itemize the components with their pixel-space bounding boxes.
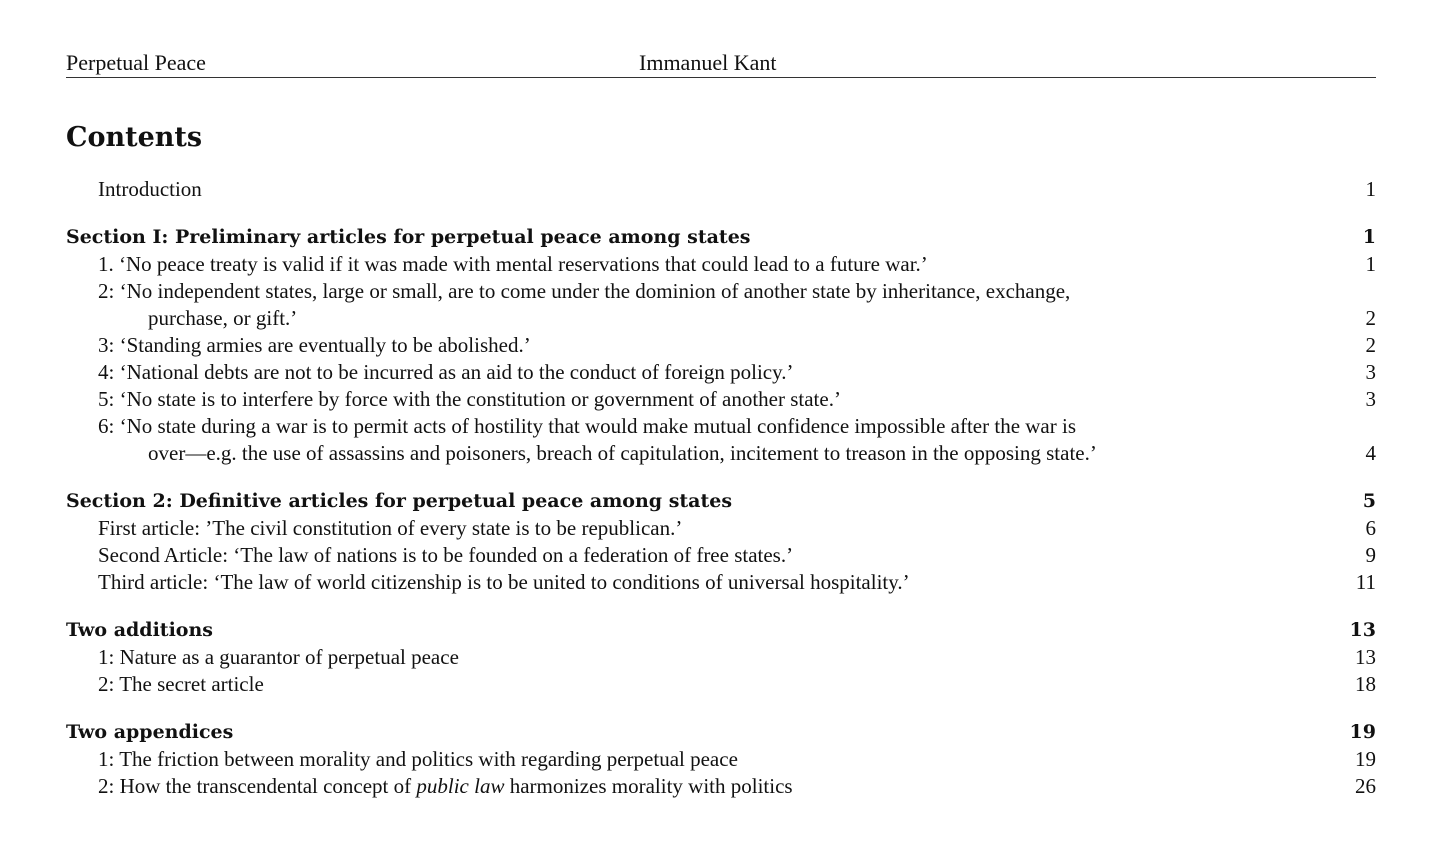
toc-entry[interactable]: [66, 644, 1376, 671]
toc-page-number: 1: [1332, 176, 1376, 203]
entry-suffix: harmonizes morality with politics: [504, 774, 793, 798]
toc-entry[interactable]: [66, 386, 1376, 413]
toc-entry[interactable]: [66, 278, 1376, 305]
toc-section-heading[interactable]: [66, 617, 1376, 644]
toc-entry[interactable]: [66, 542, 1376, 569]
toc-entry[interactable]: [66, 746, 1376, 773]
page: [66, 0, 1376, 798]
toc-entry-label: First article: ’The civil constitution of every state is to be republican.’: [98, 515, 688, 542]
toc-entry[interactable]: [66, 773, 1376, 800]
section-title: Two appendices: [66, 721, 234, 743]
toc-entry-label: 1. ‘No peace treaty is valid if it was made with mental reservations that could lead to a future war.’: [98, 251, 934, 278]
toc-page-number: 1: [1332, 251, 1376, 278]
toc-page-number: 13: [1332, 644, 1376, 671]
toc-entry[interactable]: [66, 251, 1376, 278]
toc-page-number: 19: [1332, 746, 1376, 773]
section-page-number: 5: [1362, 490, 1376, 512]
toc-entry-label: 4: ‘National debts are not to be incurred as an aid to the conduct of foreign policy.’: [98, 359, 800, 386]
toc-page-number: 4: [1332, 440, 1376, 467]
toc-page-number: 6: [1332, 515, 1376, 542]
toc-section-heading[interactable]: [66, 488, 1376, 515]
toc-page-number: 2: [1332, 305, 1376, 332]
toc-entry-label: over—e.g. the use of assassins and poisoners, breach of capitulation, incitement to treason in the opposing state.’: [148, 440, 1103, 467]
toc-page-number: 2: [1332, 332, 1376, 359]
toc-entry[interactable]: [66, 413, 1376, 440]
toc-entry-label: purchase, or gift.’: [148, 305, 303, 332]
toc-entry-label: Third article: ‘The law of world citizenship is to be united to conditions of universal hospitality.’: [98, 569, 916, 596]
toc-page-number: 3: [1332, 386, 1376, 413]
toc-entry-label: [98, 773, 799, 800]
toc-entry-label: 1: The friction between morality and politics with regarding perpetual peace: [98, 746, 744, 773]
toc-entry[interactable]: [66, 569, 1376, 596]
section-title: Two additions: [66, 619, 213, 641]
toc-entry[interactable]: [66, 359, 1376, 386]
section-page-number: 1: [1362, 226, 1376, 248]
page-title: Contents: [66, 122, 203, 153]
toc-entry-introduction[interactable]: [66, 176, 1376, 203]
toc-entry-label: 3: ‘Standing armies are eventually to be abolished.’: [98, 332, 537, 359]
toc-entry-label: 2: ‘No independent states, large or small, are to come under the dominion of another state by inheritance, exchange,: [98, 278, 1076, 305]
toc-entry[interactable]: [66, 671, 1376, 698]
toc-page-number: 9: [1332, 542, 1376, 569]
toc-entry-label: 5: ‘No state is to interfere by force with the constitution or government of another state.’: [98, 386, 847, 413]
toc-section-heading[interactable]: [66, 719, 1376, 746]
toc-entry-label: 6: ‘No state during a war is to permit acts of hostility that would make mutual confidence impossible after the war is: [98, 413, 1082, 440]
entry-prefix: 2: How the transcendental concept of: [98, 774, 417, 798]
header-author: Immanuel Kant: [639, 50, 777, 75]
header-book-title: Perpetual Peace: [66, 50, 206, 75]
toc-entry-label: Introduction: [98, 176, 208, 203]
toc-entry[interactable]: [66, 332, 1376, 359]
toc-section-heading[interactable]: [66, 224, 1376, 251]
table-of-contents: [66, 176, 1376, 800]
toc-entry-continuation[interactable]: [66, 305, 1376, 332]
section-page-number: 13: [1349, 619, 1376, 641]
toc-page-number: 18: [1332, 671, 1376, 698]
toc-page-number: 11: [1332, 569, 1376, 596]
section-title: Section 2: Definitive articles for perpetual peace among states: [66, 490, 733, 512]
section-page-number: 19: [1349, 721, 1376, 743]
toc-entry-label: 1: Nature as a guarantor of perpetual peace: [98, 644, 465, 671]
toc-entry-label: Second Article: ‘The law of nations is to be founded on a federation of free states.’: [98, 542, 799, 569]
toc-entry[interactable]: [66, 515, 1376, 542]
section-title: Section I: Preliminary articles for perpetual peace among states: [66, 226, 751, 248]
toc-page-number: 3: [1332, 359, 1376, 386]
emphasized-term: public law: [416, 774, 505, 798]
toc-page-number: 26: [1332, 773, 1376, 800]
running-header: [66, 0, 1376, 78]
toc-entry-label: 2: The secret article: [98, 671, 270, 698]
toc-entry-continuation[interactable]: [66, 440, 1376, 467]
